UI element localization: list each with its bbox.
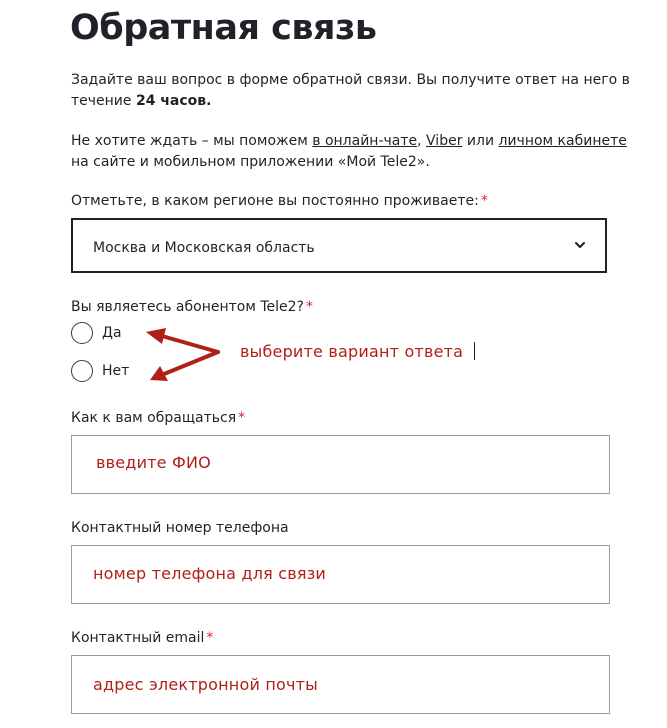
radio-no-label: Нет: [102, 363, 130, 379]
online-chat-link[interactable]: в онлайн-чате: [312, 133, 418, 149]
region-label-text: Отметьте, в каком регионе вы постоянно проживаете:: [71, 193, 479, 209]
name-label-text: Как к вам обращаться: [71, 410, 237, 426]
required-mark: *: [206, 630, 214, 646]
radio-circle-icon[interactable]: [71, 360, 93, 382]
email-label: [71, 630, 213, 646]
help-text-after: на сайте и мобильном приложении «Мой Tele2».: [71, 154, 430, 170]
intro-text-main: Задайте ваш вопрос в форме обратной связи. Вы получите ответ на него в течение: [71, 72, 630, 109]
subscriber-label-text: Вы являетесь абонентом Tele2?: [71, 299, 304, 315]
required-mark: *: [306, 299, 313, 315]
help-sep-2: или: [462, 133, 499, 149]
help-text-before: Не хотите ждать – мы поможем: [71, 133, 313, 149]
subscriber-label: [71, 299, 313, 315]
viber-link[interactable]: Viber: [426, 133, 463, 149]
radio-no[interactable]: [71, 360, 129, 382]
red-arrow-icon: [140, 325, 230, 387]
required-mark: *: [238, 410, 246, 426]
text-caret: [474, 342, 475, 360]
name-label: [71, 410, 245, 426]
name-hint-annotation: введите ФИО: [96, 453, 211, 472]
chevron-down-icon: [573, 238, 587, 252]
phone-label: [71, 520, 289, 536]
phone-hint-annotation: номер телефона для связи: [93, 564, 327, 583]
required-mark: *: [480, 193, 488, 209]
region-select[interactable]: [71, 218, 607, 273]
phone-label-text: Контактный номер телефона: [71, 520, 289, 536]
radio-yes[interactable]: [71, 322, 122, 344]
region-label: [71, 193, 488, 209]
email-label-text: Контактный email: [71, 630, 205, 646]
radio-hint-annotation: выберите вариант ответа: [240, 342, 464, 361]
email-hint-annotation: адрес электронной почты: [93, 675, 318, 694]
personal-cabinet-link[interactable]: личном кабинете: [498, 133, 627, 149]
intro-text: [71, 70, 631, 112]
help-text: [71, 131, 631, 173]
radio-circle-icon[interactable]: [71, 322, 93, 344]
intro-text-bold: 24 часов.: [135, 93, 212, 109]
radio-yes-label: Да: [102, 325, 122, 341]
region-selected-value: Москва и Московская область: [93, 240, 315, 256]
page-title: Обратная связь: [70, 8, 377, 48]
help-sep-1: ,: [417, 133, 427, 149]
